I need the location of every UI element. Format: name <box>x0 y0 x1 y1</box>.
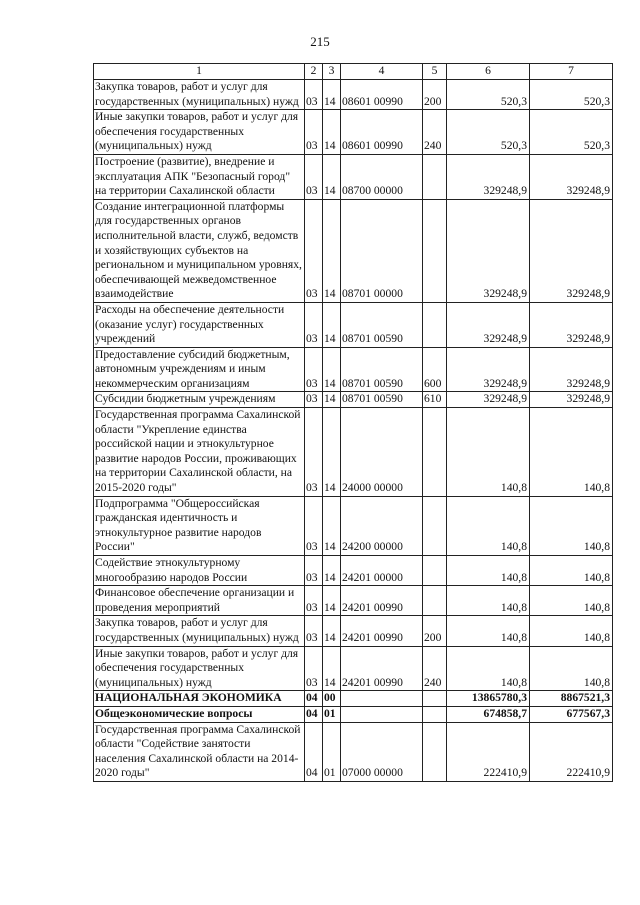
section-code-cell: 03 <box>305 408 323 497</box>
budget-table <box>93 63 613 782</box>
table-row <box>94 556 613 586</box>
table-row <box>94 706 613 722</box>
subsection-code-cell: 14 <box>323 586 341 616</box>
header-cell: 6 <box>447 64 530 80</box>
target-article-cell: 07000 00000 <box>341 722 423 781</box>
amount-first-cell: 140,8 <box>447 616 530 646</box>
section-code-cell: 03 <box>305 80 323 110</box>
table-row <box>94 722 613 781</box>
amount-second-cell: 8867521,3 <box>530 691 613 707</box>
amount-second-cell: 329248,9 <box>530 347 613 392</box>
subsection-code-cell: 14 <box>323 110 341 155</box>
expense-type-cell <box>423 586 447 616</box>
expense-type-cell: 240 <box>423 646 447 691</box>
section-code-cell: 03 <box>305 556 323 586</box>
table-row <box>94 199 613 302</box>
amount-second-cell: 677567,3 <box>530 706 613 722</box>
expense-type-cell <box>423 706 447 722</box>
target-article-cell: 08701 00590 <box>341 392 423 408</box>
amount-first-cell: 13865780,3 <box>447 691 530 707</box>
amount-second-cell: 140,8 <box>530 496 613 555</box>
subsection-code-cell: 00 <box>323 691 341 707</box>
table-row <box>94 691 613 707</box>
target-article-cell: 08701 00590 <box>341 347 423 392</box>
row-name-cell: Предоставление субсидий бюджетным, автономным учреждениям и иным некоммерческим организациям <box>94 347 305 392</box>
amount-second-cell: 140,8 <box>530 556 613 586</box>
target-article-cell: 08701 00000 <box>341 199 423 302</box>
table-row <box>94 408 613 497</box>
table-header-row <box>94 64 613 80</box>
subsection-code-cell: 14 <box>323 616 341 646</box>
section-code-cell: 03 <box>305 616 323 646</box>
amount-second-cell: 520,3 <box>530 110 613 155</box>
amount-second-cell: 140,8 <box>530 646 613 691</box>
table-row <box>94 110 613 155</box>
header-cell: 7 <box>530 64 613 80</box>
section-code-cell: 03 <box>305 496 323 555</box>
section-code-cell: 03 <box>305 302 323 347</box>
table-row <box>94 496 613 555</box>
expense-type-cell <box>423 722 447 781</box>
subsection-code-cell: 14 <box>323 302 341 347</box>
table-row <box>94 646 613 691</box>
subsection-code-cell: 14 <box>323 347 341 392</box>
section-code-cell: 03 <box>305 154 323 199</box>
row-name-cell: Закупка товаров, работ и услуг для государственных (муниципальных) нужд <box>94 616 305 646</box>
amount-first-cell: 329248,9 <box>447 392 530 408</box>
target-article-cell: 08700 00000 <box>341 154 423 199</box>
amount-first-cell: 140,8 <box>447 646 530 691</box>
target-article-cell: 24201 00990 <box>341 586 423 616</box>
amount-first-cell: 520,3 <box>447 80 530 110</box>
row-name-cell: Общеэкономические вопросы <box>94 706 305 722</box>
expense-type-cell <box>423 408 447 497</box>
row-name-cell: Субсидии бюджетным учреждениям <box>94 392 305 408</box>
table-row <box>94 586 613 616</box>
row-name-cell: Содействие этнокультурному многообразию народов России <box>94 556 305 586</box>
target-article-cell: 24200 00000 <box>341 496 423 555</box>
table-row <box>94 616 613 646</box>
expense-type-cell <box>423 556 447 586</box>
header-cell: 4 <box>341 64 423 80</box>
amount-first-cell: 329248,9 <box>447 302 530 347</box>
amount-first-cell: 329248,9 <box>447 199 530 302</box>
expense-type-cell <box>423 154 447 199</box>
subsection-code-cell: 14 <box>323 80 341 110</box>
row-name-cell: Иные закупки товаров, работ и услуг для обеспечения государственных (муниципальных) нужд <box>94 110 305 155</box>
row-name-cell: Закупка товаров, работ и услуг для государственных (муниципальных) нужд <box>94 80 305 110</box>
subsection-code-cell: 01 <box>323 706 341 722</box>
expense-type-cell <box>423 496 447 555</box>
amount-first-cell: 329248,9 <box>447 154 530 199</box>
target-article-cell: 08601 00990 <box>341 110 423 155</box>
section-code-cell: 03 <box>305 586 323 616</box>
table-row <box>94 154 613 199</box>
amount-first-cell: 674858,7 <box>447 706 530 722</box>
table-row <box>94 392 613 408</box>
amount-first-cell: 140,8 <box>447 556 530 586</box>
amount-second-cell: 329248,9 <box>530 302 613 347</box>
row-name-cell: Иные закупки товаров, работ и услуг для обеспечения государственных (муниципальных) нужд <box>94 646 305 691</box>
section-code-cell: 03 <box>305 646 323 691</box>
section-code-cell: 03 <box>305 347 323 392</box>
expense-type-cell <box>423 302 447 347</box>
amount-first-cell: 329248,9 <box>447 347 530 392</box>
amount-second-cell: 329248,9 <box>530 199 613 302</box>
section-code-cell: 03 <box>305 199 323 302</box>
amount-second-cell: 140,8 <box>530 408 613 497</box>
section-code-cell: 04 <box>305 706 323 722</box>
expense-type-cell: 200 <box>423 80 447 110</box>
expense-type-cell <box>423 691 447 707</box>
expense-type-cell: 610 <box>423 392 447 408</box>
header-cell: 2 <box>305 64 323 80</box>
amount-first-cell: 520,3 <box>447 110 530 155</box>
expense-type-cell: 600 <box>423 347 447 392</box>
amount-second-cell: 222410,9 <box>530 722 613 781</box>
subsection-code-cell: 14 <box>323 556 341 586</box>
amount-first-cell: 222410,9 <box>447 722 530 781</box>
subsection-code-cell: 14 <box>323 392 341 408</box>
row-name-cell: Финансовое обеспечение организации и проведения мероприятий <box>94 586 305 616</box>
target-article-cell: 24201 00990 <box>341 646 423 691</box>
section-code-cell: 03 <box>305 392 323 408</box>
subsection-code-cell: 14 <box>323 408 341 497</box>
amount-second-cell: 140,8 <box>530 616 613 646</box>
subsection-code-cell: 14 <box>323 646 341 691</box>
row-name-cell: Создание интеграционной платформы для государственных органов исполнительной власти, служб, ведомств и хозяйствующих субъектов на региональном и муниципальном уровнях, обеспечивающей межведомственное взаимодействие <box>94 199 305 302</box>
expense-type-cell <box>423 199 447 302</box>
header-cell: 5 <box>423 64 447 80</box>
amount-second-cell: 329248,9 <box>530 154 613 199</box>
row-name-cell: Подпрограмма "Общероссийская гражданская идентичность и этнокультурное развитие народов России" <box>94 496 305 555</box>
target-article-cell: 24201 00000 <box>341 556 423 586</box>
amount-first-cell: 140,8 <box>447 496 530 555</box>
header-cell: 1 <box>94 64 305 80</box>
target-article-cell: 08701 00590 <box>341 302 423 347</box>
section-code-cell: 04 <box>305 691 323 707</box>
table-row <box>94 80 613 110</box>
amount-second-cell: 329248,9 <box>530 392 613 408</box>
amount-second-cell: 520,3 <box>530 80 613 110</box>
row-name-cell: Расходы на обеспечение деятельности (оказание услуг) государственных учреждений <box>94 302 305 347</box>
target-article-cell: 08601 00990 <box>341 80 423 110</box>
row-name-cell: Построение (развитие), внедрение и эксплуатация АПК "Безопасный город" на территории Сахалинской области <box>94 154 305 199</box>
section-code-cell: 03 <box>305 110 323 155</box>
section-code-cell: 04 <box>305 722 323 781</box>
amount-second-cell: 140,8 <box>530 586 613 616</box>
target-article-cell <box>341 691 423 707</box>
subsection-code-cell: 14 <box>323 154 341 199</box>
subsection-code-cell: 14 <box>323 199 341 302</box>
page-number: 215 <box>310 34 330 49</box>
target-article-cell <box>341 706 423 722</box>
amount-first-cell: 140,8 <box>447 586 530 616</box>
subsection-code-cell: 14 <box>323 496 341 555</box>
table-row <box>94 347 613 392</box>
subsection-code-cell: 01 <box>323 722 341 781</box>
row-name-cell: НАЦИОНАЛЬНАЯ ЭКОНОМИКА <box>94 691 305 707</box>
target-article-cell: 24201 00990 <box>341 616 423 646</box>
header-cell: 3 <box>323 64 341 80</box>
amount-first-cell: 140,8 <box>447 408 530 497</box>
target-article-cell: 24000 00000 <box>341 408 423 497</box>
expense-type-cell: 240 <box>423 110 447 155</box>
row-name-cell: Государственная программа Сахалинской области "Укрепление единства российской нации и этнокультурное развитие народов России, проживающих на территории Сахалинской области, на 2015-2020 годы" <box>94 408 305 497</box>
expense-type-cell: 200 <box>423 616 447 646</box>
row-name-cell: Государственная программа Сахалинской области "Содействие занятости населения Сахалинской области на 2014-2020 годы" <box>94 722 305 781</box>
table-row <box>94 302 613 347</box>
